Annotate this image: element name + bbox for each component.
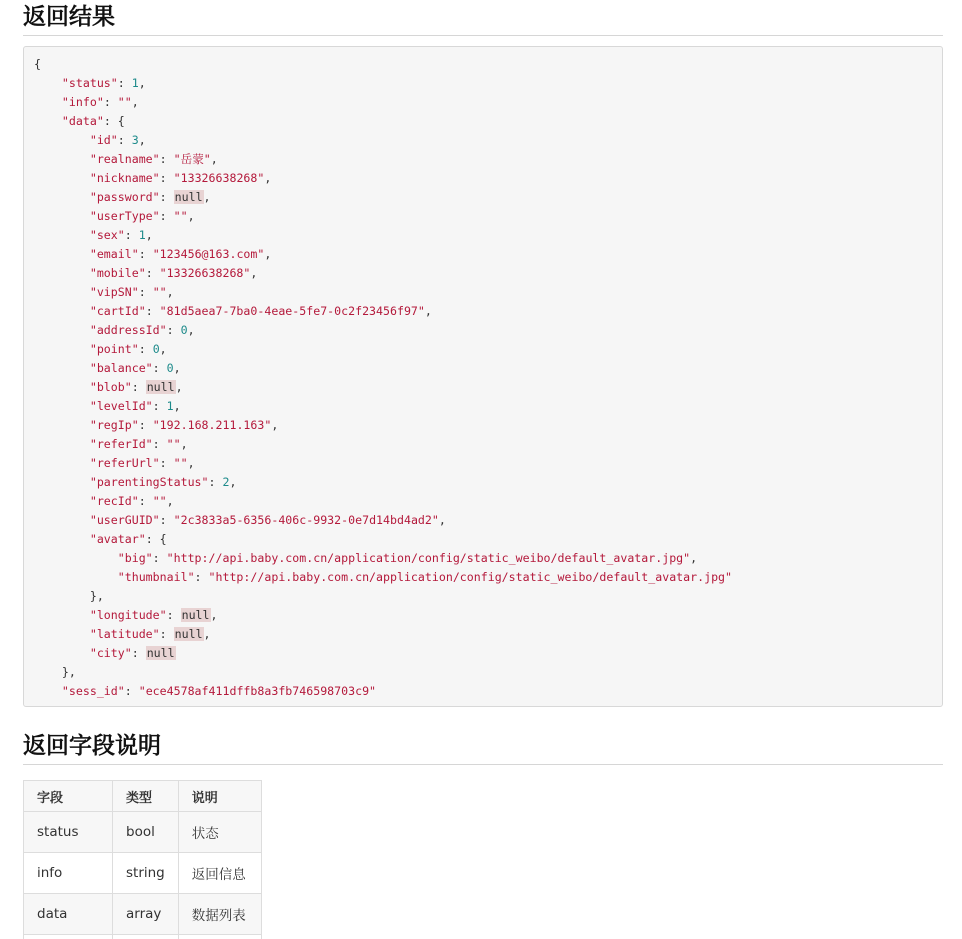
json-punctuation: :: [124, 684, 139, 698]
json-punctuation: ,: [175, 380, 183, 394]
json-punctuation: [34, 209, 90, 223]
json-string-value: "13326638268": [173, 171, 265, 185]
json-punctuation: :: [124, 228, 139, 242]
json-punctuation: :: [131, 380, 146, 394]
json-punctuation: :: [145, 304, 160, 318]
code-line: [34, 568, 932, 587]
cell-field: status: [24, 812, 113, 853]
json-string-value: "": [117, 95, 132, 109]
json-punctuation: :: [152, 399, 167, 413]
code-line: [34, 492, 932, 511]
json-string-value: "192.168.211.163": [152, 418, 272, 432]
json-punctuation: ,: [264, 171, 272, 185]
json-punctuation: ,: [138, 76, 146, 90]
code-line: [34, 321, 932, 340]
json-string-value: "": [173, 209, 188, 223]
json-key: "blob": [89, 380, 132, 394]
json-key: "latitude": [89, 627, 160, 641]
json-punctuation: :: [159, 456, 174, 470]
cell-type: bool: [113, 812, 179, 853]
code-line: [34, 188, 932, 207]
code-line: [34, 625, 932, 644]
json-key: "status": [61, 76, 118, 90]
json-punctuation: :: [159, 209, 174, 223]
json-punctuation: [34, 399, 90, 413]
json-punctuation: },: [34, 589, 104, 603]
json-punctuation: [34, 323, 90, 337]
json-punctuation: [34, 152, 90, 166]
json-punctuation: [34, 266, 90, 280]
json-punctuation: :: [152, 361, 167, 375]
cell-description: 数据列表: [178, 894, 261, 935]
json-punctuation: :: [194, 570, 209, 584]
json-key: "userType": [89, 209, 160, 223]
json-punctuation: ,: [250, 266, 258, 280]
json-punctuation: :: [159, 627, 174, 641]
json-key: "levelId": [89, 399, 153, 413]
json-punctuation: ,: [159, 342, 167, 356]
json-punctuation: :: [152, 551, 167, 565]
json-punctuation: [34, 570, 118, 584]
json-punctuation: ,: [229, 475, 237, 489]
table-row: [24, 894, 262, 935]
json-punctuation: ,: [187, 456, 195, 470]
json-punctuation: ,: [173, 361, 181, 375]
json-punctuation: ,: [424, 304, 432, 318]
code-line: [34, 511, 932, 530]
cell-description: 返回信息: [178, 853, 261, 894]
json-punctuation: ,: [138, 133, 146, 147]
json-number-value: 1: [166, 399, 174, 413]
json-punctuation: :: [159, 171, 174, 185]
json-punctuation: [34, 361, 90, 375]
json-punctuation: : {: [103, 114, 125, 128]
json-null-value: null: [146, 380, 175, 394]
code-line: [34, 93, 932, 112]
table-row: [24, 853, 262, 894]
code-line: [34, 606, 932, 625]
cell-description: [178, 935, 261, 939]
cell-type: [113, 935, 179, 939]
json-punctuation: :: [117, 76, 132, 90]
code-line: [34, 340, 932, 359]
code-line: [34, 207, 932, 226]
json-punctuation: ,: [210, 152, 218, 166]
page-content: [23, 0, 943, 939]
header-type: 类型: [113, 781, 179, 812]
json-number-value: 3: [131, 133, 139, 147]
json-number-value: 1: [138, 228, 146, 242]
json-punctuation: [34, 380, 90, 394]
code-line: [34, 264, 932, 283]
json-punctuation: :: [138, 342, 153, 356]
json-punctuation: :: [103, 95, 118, 109]
json-string-value: "": [173, 456, 188, 470]
json-key: "regIp": [89, 418, 139, 432]
code-line: [34, 454, 932, 473]
json-punctuation: [34, 133, 90, 147]
json-string-value: "": [166, 437, 181, 451]
table-row: [24, 812, 262, 853]
code-line: [34, 55, 932, 74]
json-punctuation: ,: [166, 494, 174, 508]
json-key: "referUrl": [89, 456, 160, 470]
section-title-result: 返回结果: [23, 1, 943, 36]
json-punctuation: [34, 190, 90, 204]
json-key: "avatar": [89, 532, 146, 546]
json-punctuation: [34, 342, 90, 356]
json-punctuation: :: [131, 646, 146, 660]
code-line: [34, 74, 932, 93]
code-line: [34, 549, 932, 568]
json-punctuation: [34, 95, 62, 109]
code-line: [34, 245, 932, 264]
json-punctuation: [34, 76, 62, 90]
code-line: [34, 226, 932, 245]
table-row: [24, 935, 262, 939]
json-number-value: 1: [131, 76, 139, 90]
cell-field: data: [24, 894, 113, 935]
json-punctuation: },: [34, 665, 76, 679]
header-field: 字段: [24, 781, 113, 812]
json-punctuation: ,: [173, 399, 181, 413]
json-string-value: "2c3833a5-6356-406c-9932-0e7d14bd4ad2": [173, 513, 439, 527]
json-key: "big": [117, 551, 153, 565]
json-key: "referId": [89, 437, 153, 451]
json-string-value: "123456@163.com": [152, 247, 265, 261]
code-line: [34, 397, 932, 416]
json-punctuation: ,: [203, 627, 211, 641]
json-key: "email": [89, 247, 139, 261]
json-number-value: 2: [222, 475, 230, 489]
json-key: "password": [89, 190, 160, 204]
json-punctuation: [34, 285, 90, 299]
json-key: "vipSN": [89, 285, 139, 299]
json-punctuation: ,: [210, 608, 218, 622]
cell-type: array: [113, 894, 179, 935]
json-string-value: "http://api.baby.com.cn/application/config/static_weibo/default_avatar.jpg": [208, 570, 733, 584]
code-line: [34, 530, 932, 549]
table-header-row: [24, 781, 262, 812]
json-punctuation: ,: [166, 285, 174, 299]
json-punctuation: :: [159, 152, 174, 166]
json-punctuation: [34, 494, 90, 508]
code-line: [34, 587, 932, 606]
json-key: "addressId": [89, 323, 167, 337]
json-punctuation: [34, 456, 90, 470]
json-punctuation: ,: [271, 418, 279, 432]
cell-description: 状态: [178, 812, 261, 853]
json-punctuation: ,: [203, 190, 211, 204]
json-key: "userGUID": [89, 513, 160, 527]
json-punctuation: :: [138, 285, 153, 299]
json-string-value: "": [152, 494, 167, 508]
code-line: [34, 435, 932, 454]
header-description: 说明: [178, 781, 261, 812]
code-line: [34, 359, 932, 378]
json-punctuation: {: [34, 57, 41, 71]
json-key: "nickname": [89, 171, 160, 185]
json-key: "cartId": [89, 304, 146, 318]
json-string-value: "81d5aea7-7ba0-4eae-5fe7-0c2f23456f97": [159, 304, 425, 318]
json-punctuation: :: [166, 323, 181, 337]
code-line: [34, 302, 932, 321]
json-key: "city": [89, 646, 132, 660]
json-key: "realname": [89, 152, 160, 166]
code-line: [34, 682, 932, 701]
code-line: [34, 473, 932, 492]
json-punctuation: [34, 532, 90, 546]
json-null-value: null: [174, 190, 203, 204]
json-string-value: "ece4578af411dffb8a3fb746598703c9": [138, 684, 377, 698]
code-line: [34, 131, 932, 150]
json-string-value: "13326638268": [159, 266, 251, 280]
json-string-value: "岳蒙": [173, 152, 211, 166]
json-punctuation: [34, 437, 90, 451]
json-string-value: "": [152, 285, 167, 299]
json-code-block: [23, 46, 943, 707]
json-punctuation: [34, 475, 90, 489]
json-punctuation: ,: [131, 95, 139, 109]
json-punctuation: [34, 418, 90, 432]
json-punctuation: [34, 114, 62, 128]
json-punctuation: ,: [438, 513, 446, 527]
json-key: "sex": [89, 228, 125, 242]
json-punctuation: [34, 551, 118, 565]
json-punctuation: [34, 627, 90, 641]
json-key: "parentingStatus": [89, 475, 209, 489]
json-punctuation: [34, 608, 90, 622]
cell-type: string: [113, 853, 179, 894]
json-punctuation: :: [138, 494, 153, 508]
json-number-value: 0: [152, 342, 160, 356]
json-punctuation: ,: [145, 228, 153, 242]
json-punctuation: :: [138, 247, 153, 261]
json-punctuation: [34, 304, 90, 318]
json-punctuation: ,: [180, 437, 188, 451]
json-key: "info": [61, 95, 104, 109]
json-punctuation: [34, 171, 90, 185]
json-punctuation: :: [117, 133, 132, 147]
json-key: "recId": [89, 494, 139, 508]
json-punctuation: :: [159, 190, 174, 204]
json-punctuation: [34, 684, 62, 698]
section-title-fields: 返回字段说明: [23, 730, 943, 765]
json-punctuation: [34, 513, 90, 527]
code-line: [34, 169, 932, 188]
json-punctuation: :: [166, 608, 181, 622]
json-punctuation: [34, 228, 90, 242]
json-punctuation: :: [208, 475, 223, 489]
json-string-value: "http://api.baby.com.cn/application/config/static_weibo/default_avatar.jpg": [166, 551, 691, 565]
json-punctuation: [34, 646, 90, 660]
json-number-value: 0: [180, 323, 188, 337]
code-line: [34, 283, 932, 302]
json-punctuation: :: [145, 266, 160, 280]
json-number-value: 0: [166, 361, 174, 375]
json-punctuation: :: [138, 418, 153, 432]
json-punctuation: ,: [264, 247, 272, 261]
json-punctuation: ,: [187, 209, 195, 223]
json-punctuation: : {: [145, 532, 167, 546]
code-line: [34, 112, 932, 131]
json-key: "thumbnail": [117, 570, 195, 584]
json-key: "balance": [89, 361, 153, 375]
cell-field: info: [24, 853, 113, 894]
json-null-value: null: [146, 646, 175, 660]
code-line: [34, 378, 932, 397]
code-line: [34, 644, 932, 663]
json-key: "point": [89, 342, 139, 356]
code-line: [34, 416, 932, 435]
code-line: [34, 663, 932, 682]
cell-field: [24, 935, 113, 939]
json-null-value: null: [181, 608, 210, 622]
json-key: "sess_id": [61, 684, 125, 698]
json-key: "mobile": [89, 266, 146, 280]
json-key: "data": [61, 114, 104, 128]
json-key: "longitude": [89, 608, 167, 622]
json-punctuation: ,: [187, 323, 195, 337]
json-punctuation: ,: [690, 551, 698, 565]
code-line: [34, 150, 932, 169]
fields-table: [23, 780, 262, 939]
json-punctuation: :: [152, 437, 167, 451]
json-key: "id": [89, 133, 118, 147]
json-null-value: null: [174, 627, 203, 641]
json-punctuation: :: [159, 513, 174, 527]
json-punctuation: [34, 247, 90, 261]
